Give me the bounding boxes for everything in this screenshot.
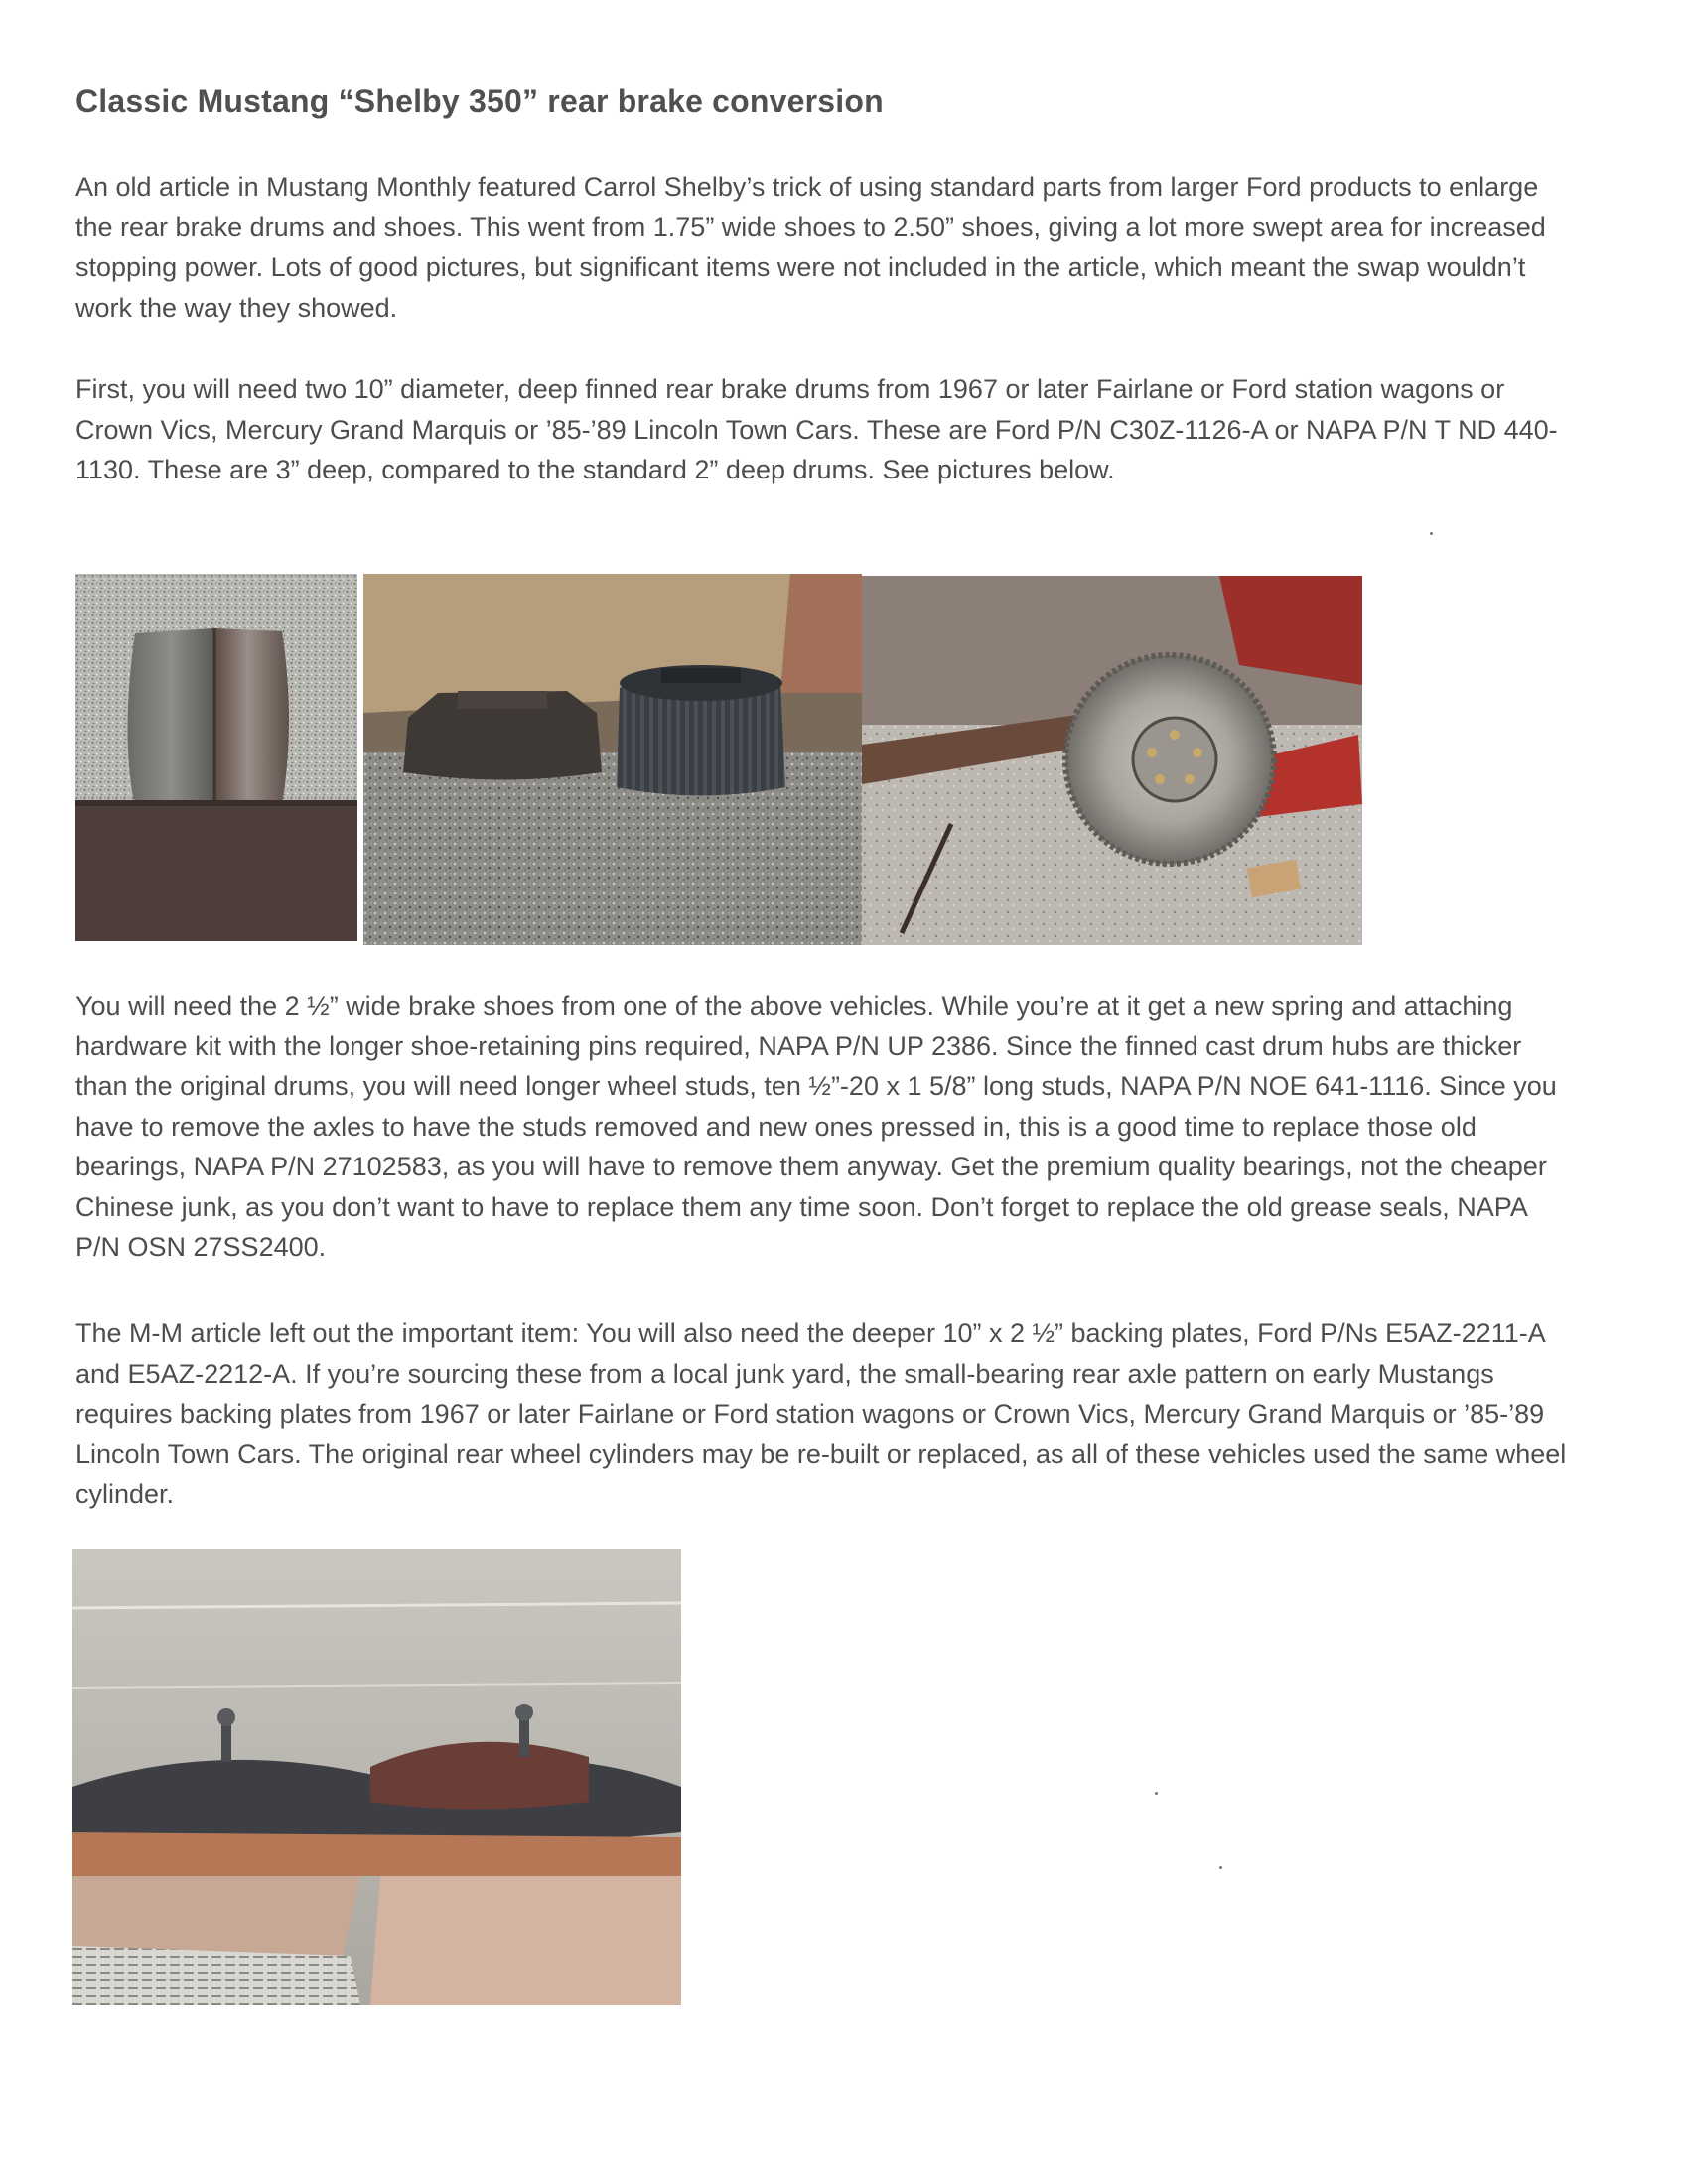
paragraph-backing-plates: The M-M article left out the important item: You will also need the deeper 10” x 2 ½” backing plates, Ford P/Ns E5AZ-2211-A and E5AZ-2212-A. If you’re sourcing these from a local junk yard, the small-bearing rear axle pattern on early Mustangs requires backing plates from 1967 or later Fairlane or Ford station wagons or Crown Vics, Mercury Grand Marquis or ’85-’89 Lincoln Town Cars. The original rear wheel cylinders may be re-built or replaced, as all of these vehicles used the same wheel cylinder. [75, 1318, 1567, 1509]
photo-brake-shoes [75, 574, 357, 941]
paragraph-shoes-hardware: You will need the 2 ½” wide brake shoes from one of the above vehicles. While you’re at it get a new spring and attaching hardware kit with the longer shoe-retaining pins required, NAPA P/N UP 2386. Since the finned cast drum hubs are thicker than the original drums, you will need longer wheel studs, ten ½”-20 x 1 5/8” long studs, NAPA P/N NOE 641-1116. Since you have to remove the axles to have the studs removed and new ones pressed in, this is a good time to replace those old bearings, NAPA P/N 27102583, as you will have to remove them anyway. Get the premium quality bearings, not the cheaper Chinese junk, as you don’t want to have to replace them any time soon. Don’t forget to replace the old grease seals, NAPA P/N OSN 27SS2400. [75, 991, 1557, 1262]
photo-drum-installed [862, 576, 1362, 945]
photo-backing-plates [72, 1549, 681, 2005]
scan-speck [1219, 1866, 1222, 1869]
scan-speck [1155, 1792, 1158, 1795]
photo-drum-comparison [363, 574, 862, 945]
scan-speck [1430, 532, 1433, 535]
paragraph-intro: An old article in Mustang Monthly featured Carrol Shelby’s trick of using standard parts from larger Ford products to enlarge the rear brake drums and shoes. This went from 1.75” wide shoes to 2.50” shoes, giving a lot more swept area for increased stopping power. Lots of good pictures, but significant items were not included in the article, which meant the swap wouldn’t work the way they showed. [75, 172, 1546, 323]
document-title: Classic Mustang “Shelby 350” rear brake conversion [75, 83, 884, 119]
paragraph-drums: First, you will need two 10” diameter, deep finned rear brake drums from 1967 or later Fairlane or Ford station wagons or Crown Vics, Mercury Grand Marquis or ’85-’89 Lincoln Town Cars. These are Ford P/N C30Z-1126-A or NAPA P/N T ND 440-1130. These are 3” deep, compared to the standard 2” deep drums. See pictures below. [75, 374, 1558, 484]
